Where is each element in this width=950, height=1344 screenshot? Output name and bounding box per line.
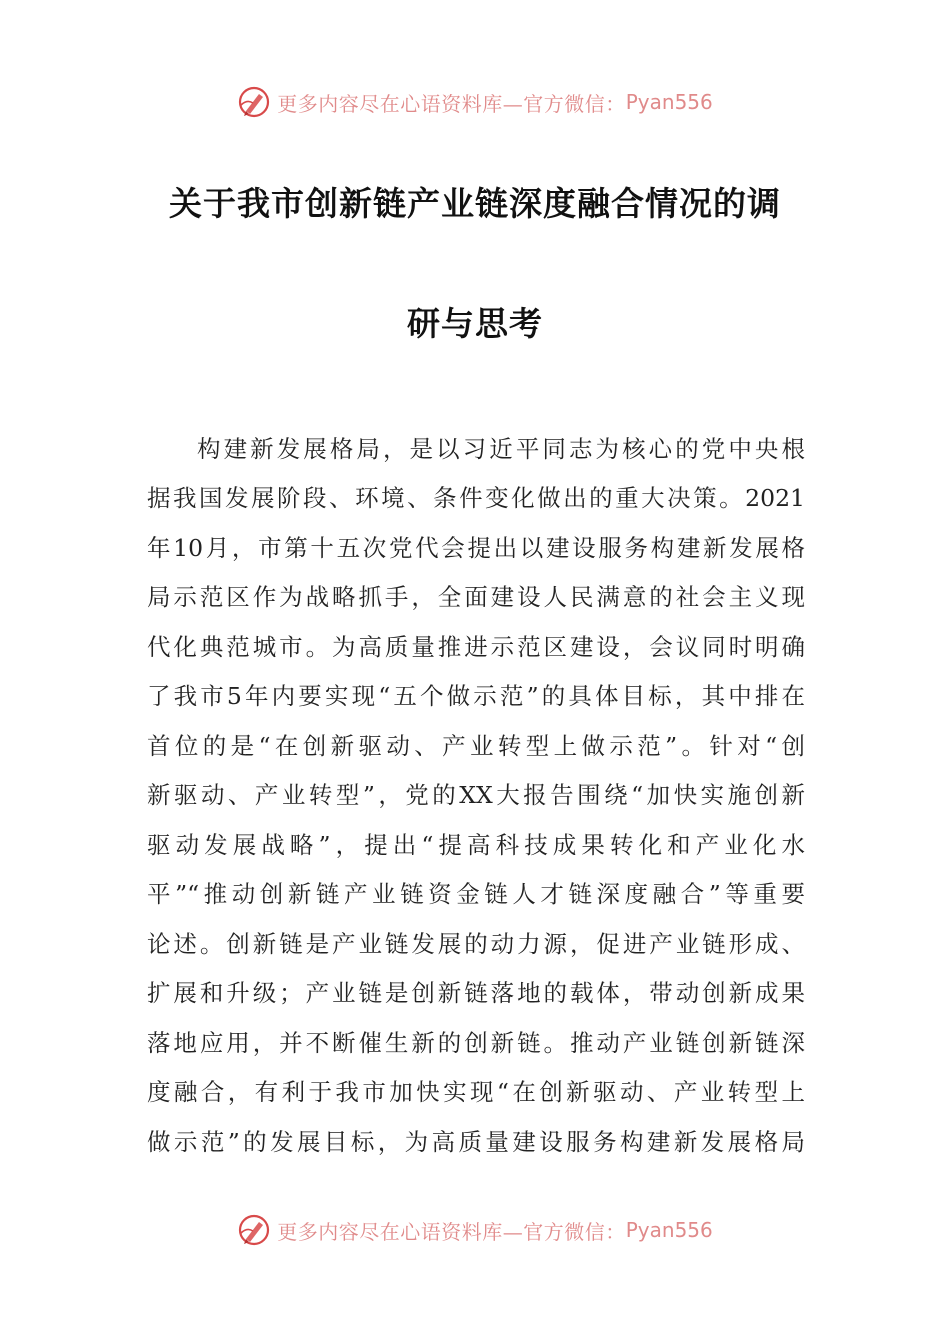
pen-logo-icon xyxy=(237,1213,271,1247)
watermark-wechat-id: Pyan556 xyxy=(625,90,713,114)
body-line: 扩展和升级；产业链是创新链落地的载体，带动创新成果 xyxy=(147,979,805,1007)
body-line: 新驱动、产业转型”，党的XX大报告围绕“加快实施创新 xyxy=(147,781,805,809)
watermark-footer xyxy=(0,1210,950,1250)
watermark-text: 更多内容尽在心语资料库—官方微信： xyxy=(277,1219,626,1244)
body-line: 年10月，市第十五次党代会提出以建设服务构建新发展格 xyxy=(147,534,805,562)
body-line: 构建新发展格局，是以习近平同志为核心的党中央根 xyxy=(197,435,805,463)
body-line: 局示范区作为战略抓手，全面建设人民满意的社会主义现 xyxy=(147,583,805,611)
body-line: 做示范”的发展目标，为高质量建设服务构建新发展格局 xyxy=(147,1128,805,1156)
document-title-line-2: 研与思考 xyxy=(407,304,543,343)
body-line: 了我市5年内要实现“五个做示范”的具体目标，其中排在 xyxy=(147,682,805,710)
watermark-wechat-id: Pyan556 xyxy=(625,1218,713,1242)
body-line: 据我国发展阶段、环境、条件变化做出的重大决策。2021 xyxy=(147,484,805,512)
body-line: 论述。创新链是产业链发展的动力源，促进产业链形成、 xyxy=(147,930,805,958)
body-line: 落地应用，并不断催生新的创新链。推动产业链创新链深 xyxy=(147,1029,805,1057)
document-title-line-1: 关于我市创新链产业链深度融合情况的调 xyxy=(169,184,781,223)
body-line: 驱动发展战略”，提出“提高科技成果转化和产业化水 xyxy=(147,831,805,859)
watermark-header xyxy=(0,82,950,122)
watermark-text: 更多内容尽在心语资料库—官方微信： xyxy=(277,91,626,116)
body-line: 代化典范城市。为高质量推进示范区建设，会议同时明确 xyxy=(147,633,805,661)
pen-logo-icon xyxy=(237,85,271,119)
body-line: 平”“推动创新链产业链资金链人才链深度融合”等重要 xyxy=(147,880,805,908)
body-line: 度融合，有利于我市加快实现“在创新驱动、产业转型上 xyxy=(147,1078,805,1106)
body-line: 首位的是“在创新驱动、产业转型上做示范”。针对“创 xyxy=(147,732,805,760)
